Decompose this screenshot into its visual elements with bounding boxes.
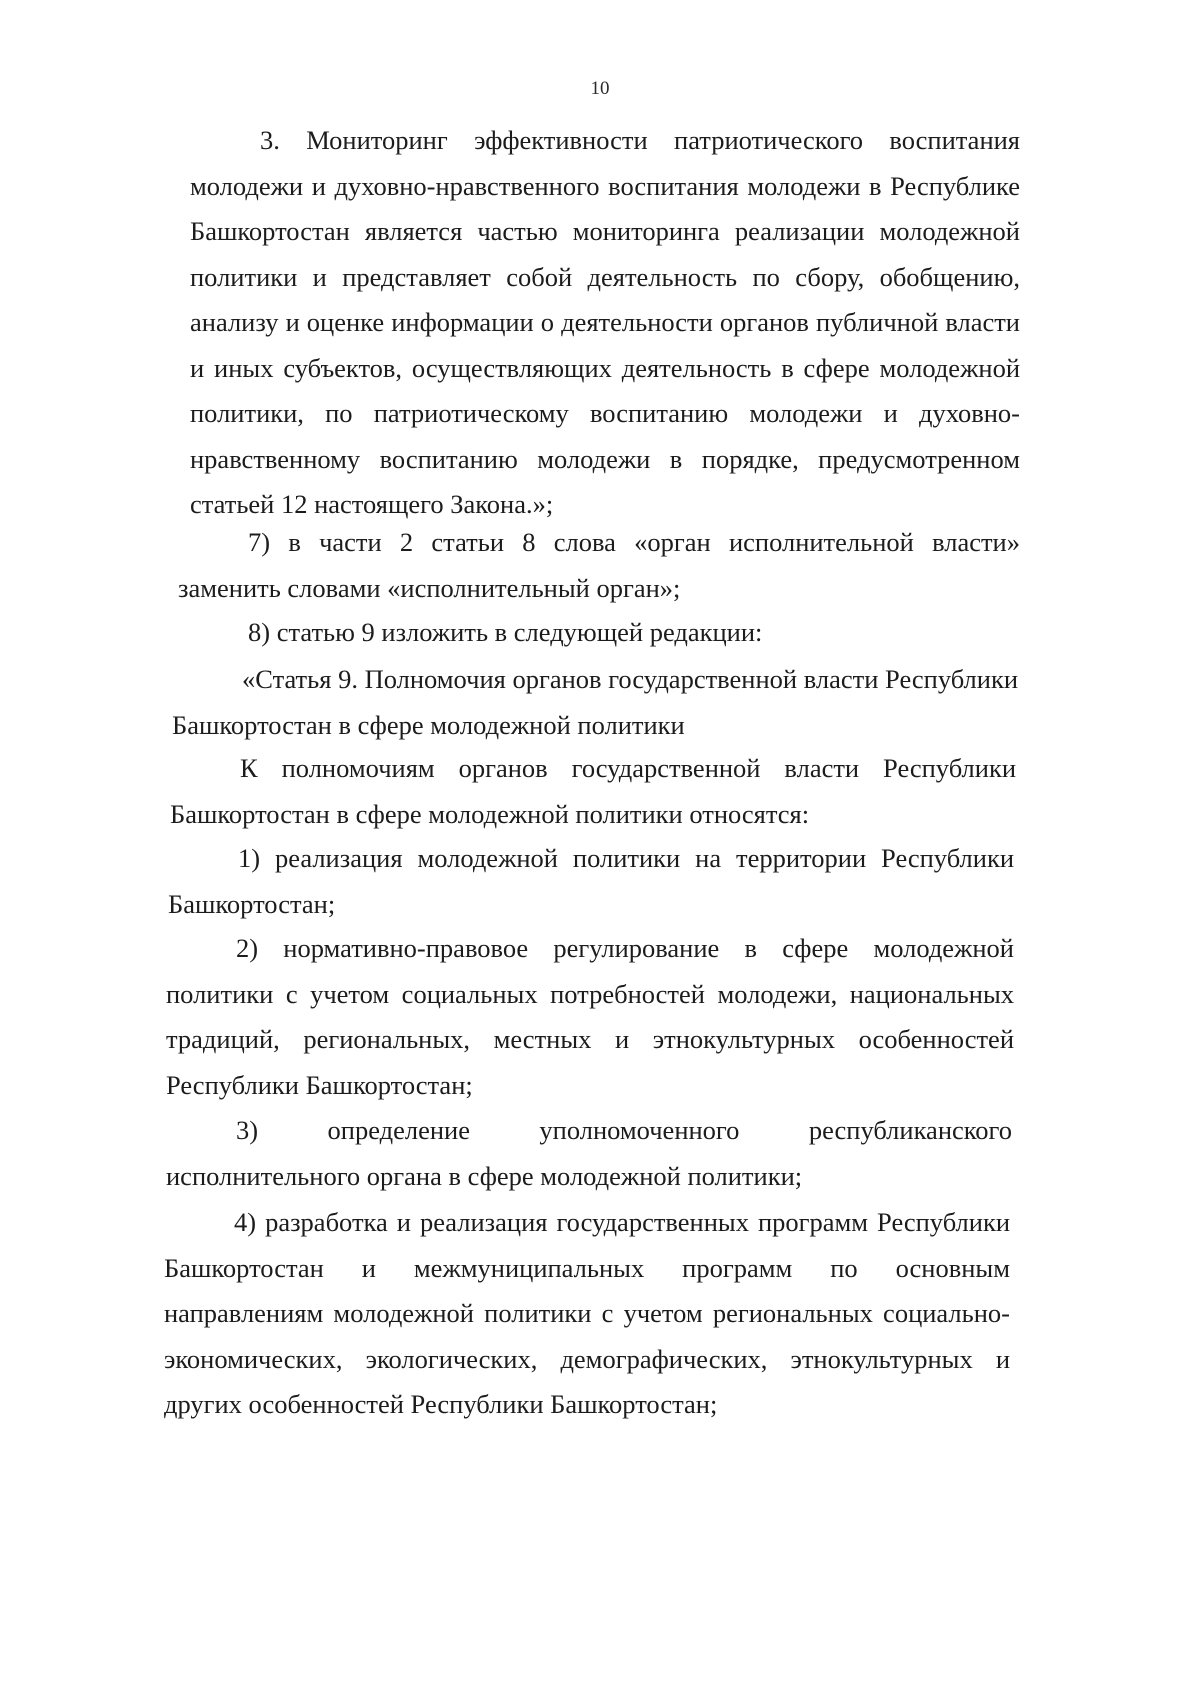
paragraph-text: 4) разработка и реализация государственных программ Республики Башкортостан и межмуниципальных программ по основным направлениям молодежной политики с учетом региональных социально-экономических, экологических, демографических, этнокультурных и других особенностей Республики Башкортостан; <box>164 1207 1010 1419</box>
paragraph-text: «Статья 9. Полномочия органов государственной власти Республики Башкортостан в сфере молодежной политики <box>172 664 1018 740</box>
paragraph-item-8 <box>178 610 1020 656</box>
paragraph-text: К полномочиям органов государственной власти Республики Башкортостан в сфере молодежной политики относятся: <box>170 753 1016 829</box>
page-number: 10 <box>590 78 610 99</box>
paragraph-text: 8) статью 9 изложить в следующей редакции: <box>248 617 763 647</box>
paragraph-text: 2) нормативно-правовое регулирование в сфере молодежной политики с учетом социальных потребностей молодежи, национальных традиций, региональных, местных и этнокультурных особенностей Республики Башкортостан; <box>166 933 1014 1100</box>
list-item-3 <box>166 1108 1012 1199</box>
list-item-4 <box>164 1200 1010 1428</box>
paragraph-powers-intro <box>170 746 1016 837</box>
paragraph-text: 3) определение уполномоченного республиканского исполнительного органа в сфере молодежной политики; <box>166 1115 1012 1191</box>
paragraph-text: 3. Мониторинг эффективности патриотического воспитания молодежи и духовно-нравственного воспитания молодежи в Республике Башкортостан является частью мониторинга реализации молодежной политики и представляет собой деятельность по сбору, обобщению, анализу и оценке информации о деятельности органов публичной власти и иных субъектов, осуществляющих деятельность в сфере молодежной политики, по патриотическому воспитанию молодежи и духовно-нравственному воспитанию молодежи в порядке, предусмотренном статьей 12 настоящего Закона.»; <box>190 125 1020 519</box>
article-9-heading <box>172 657 1018 748</box>
paragraph-text: 7) в части 2 статьи 8 слова «орган исполнительной власти» заменить словами «исполнительный орган»; <box>178 527 1020 603</box>
paragraph-monitoring <box>190 118 1020 528</box>
list-item-2 <box>166 926 1014 1108</box>
list-item-1 <box>168 836 1014 927</box>
paragraph-text: 1) реализация молодежной политики на территории Республики Башкортостан; <box>168 843 1014 919</box>
paragraph-item-7 <box>178 520 1020 611</box>
